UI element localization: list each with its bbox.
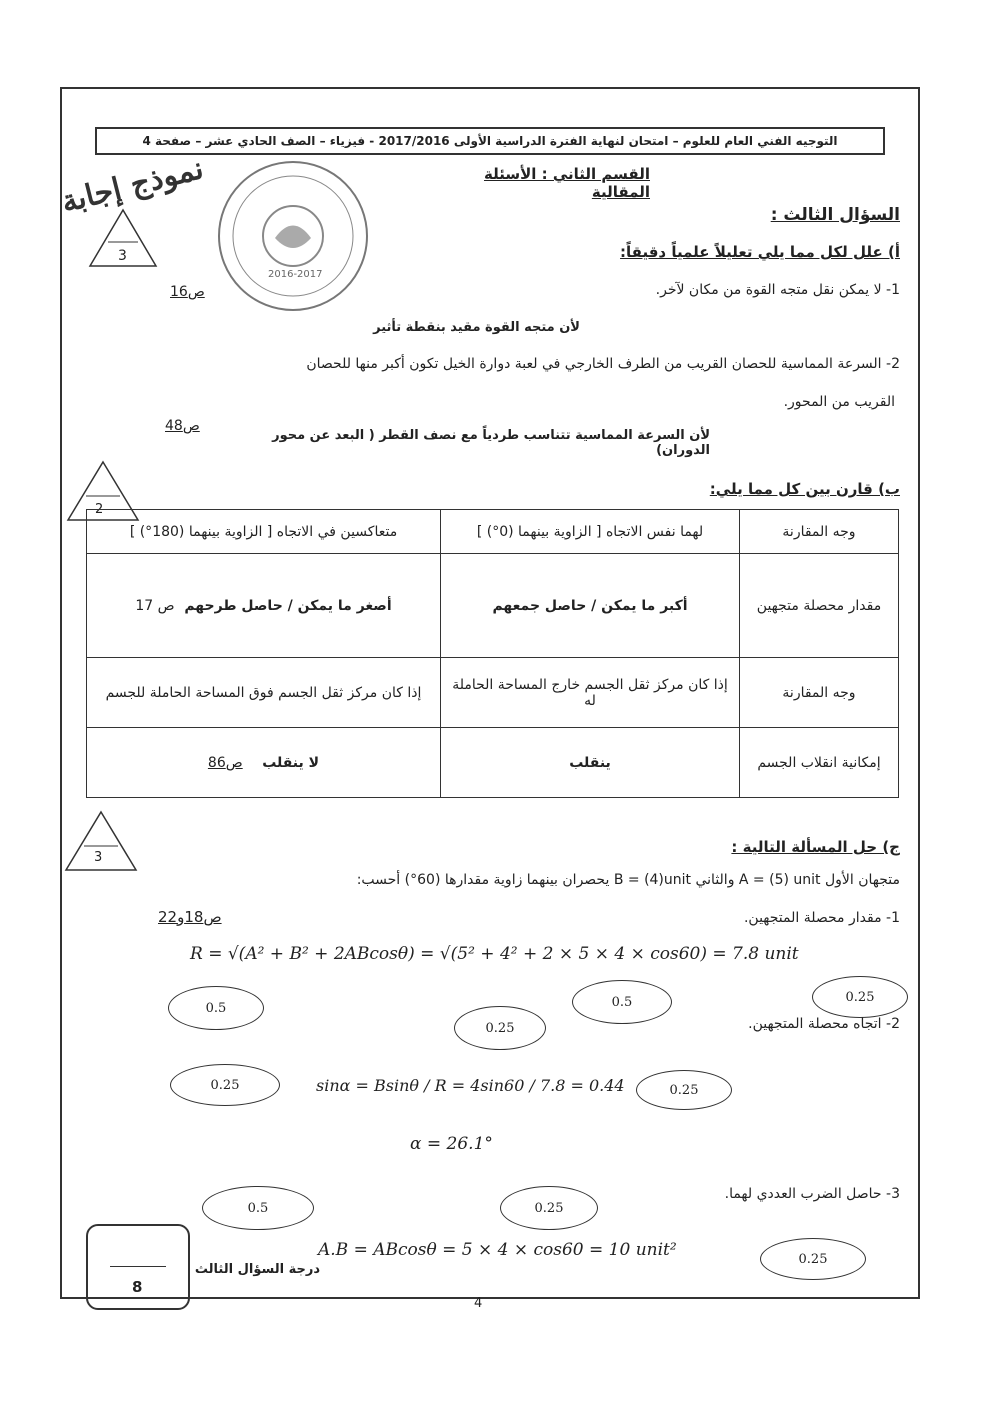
section-title: القسم الثاني : الأسئلة المقالية — [483, 165, 650, 201]
page-number: 4 — [474, 1296, 483, 1311]
problem-ref: ص18و22 — [158, 908, 222, 926]
table-ref: ص86 — [207, 754, 243, 771]
mark-oval: 0.5 — [572, 980, 672, 1024]
item1-text: 1- لا يمكن نقل متجه القوة من مكان لآخر. — [655, 282, 900, 298]
stamp-year: 2016-2017 — [268, 269, 323, 280]
part2-result: α = 26.1° — [410, 1134, 493, 1154]
part3-equation: A.B = ABcosθ = 5 × 4 × cos60 = 10 unit² — [318, 1240, 677, 1260]
table-cell — [87, 728, 441, 798]
table-ref: ص 17 — [135, 597, 175, 614]
item2-text-line2: القريب من المحور. — [783, 394, 895, 410]
table-row-label: وجه المقارنة — [740, 510, 899, 554]
mark-oval: 0.25 — [760, 1238, 866, 1280]
comparison-table — [86, 509, 899, 798]
item2-ref: ص48 — [165, 418, 200, 434]
table-cell: لهما نفس الاتجاه [ الزاوية بينهما (0°) ] — [441, 510, 740, 554]
official-stamp — [218, 161, 368, 311]
stamp-emblem-icon — [220, 163, 366, 309]
table-cell: متعاكسين في الاتجاه [ الزاوية بينهما (180°) ] — [87, 510, 441, 554]
model-answer-label: نموذج إجابة — [57, 151, 207, 220]
part-c-title: ج) حل المسألة التالية : — [731, 838, 900, 856]
q3-title: السؤال الثالث : — [770, 205, 900, 225]
table-cell-text: لا ينقلب — [262, 754, 320, 771]
mark-oval: 0.25 — [636, 1070, 732, 1110]
table-row-label: إمكانية انقلاب الجسم — [740, 728, 899, 798]
score-divider — [110, 1266, 166, 1267]
item2-text-line1: 2- السرعة المماسية للحصان القريب من الطرف الخارجي في لعبة دوارة الخيل تكون أكبر منها للحصان — [306, 356, 900, 372]
mark-oval: 0.5 — [168, 986, 264, 1030]
mark-oval: 0.25 — [170, 1064, 280, 1106]
table-cell: أكبر ما يمكن / حاصل جمعهم — [441, 554, 740, 658]
total-score: 8 — [132, 1278, 143, 1296]
item1-answer: لأن متجه القوة مقيد بنقطة تأثير — [373, 320, 580, 335]
table-cell-text: أصغر ما يمكن / حاصل طرحهم — [184, 597, 392, 614]
mark-oval: 0.25 — [812, 976, 908, 1018]
b-score: 2 — [95, 502, 104, 517]
part3-label: 3- حاصل الضرب العددي لهما. — [724, 1186, 900, 1202]
table-cell: ينقلب — [441, 728, 740, 798]
table-row-label: مقدار محصلة متجهين — [740, 554, 899, 658]
total-label: درجة السؤال الثالث — [194, 1262, 320, 1277]
a-score: 3 — [118, 248, 127, 264]
mark-oval: 0.25 — [500, 1186, 598, 1230]
mark-oval: 0.25 — [454, 1006, 546, 1050]
part1-label: 1- مقدار محصلة المتجهين. — [743, 910, 900, 926]
item2-answer: لأن السرعة المماسية تتناسب طردياً مع نصف القطر ( البعد عن محور الدوران) — [272, 428, 710, 458]
part2-label: 2- اتجاه محصلة المتجهين. — [748, 1016, 900, 1032]
problem-text: متجهان الأول A = (5) unit والثاني B = (4)unit يحصران بينهما زاوية مقدارها (60°) أحسب: — [356, 872, 900, 888]
table-cell: إذا كان مركز ثقل الجسم فوق المساحة الحاملة للجسم — [87, 658, 441, 728]
total-score-box — [86, 1224, 190, 1310]
part-b-title: ب) قارن بين كل مما يلي: — [709, 480, 900, 498]
table-cell — [87, 554, 441, 658]
table-cell: إذا كان مركز ثقل الجسم خارج المساحة الحاملة له — [441, 658, 740, 728]
mark-oval: 0.5 — [202, 1186, 314, 1230]
item1-ref: ص16 — [170, 284, 205, 300]
part2-equation: sinα = Bsinθ / R = 4sin60 / 7.8 = 0.44 — [316, 1076, 625, 1095]
part-a-title: أ) علل لكل مما يلي تعليلاً علمياً دقيقاً: — [620, 243, 900, 261]
table-row-label: وجه المقارنة — [740, 658, 899, 728]
page-header: التوجيه الفني العام للعلوم – امتحان لنهاية الفترة الدراسية الأولى 2017/2016 - فيزياء – الصف الحادي عشر – صفحة 4 — [95, 127, 885, 155]
c-score: 3 — [94, 850, 103, 865]
part1-equation: R = √(A² + B² + 2ABcosθ) = √(5² + 4² + 2 × 5 × 4 × cos60) = 7.8 unit — [190, 944, 799, 964]
